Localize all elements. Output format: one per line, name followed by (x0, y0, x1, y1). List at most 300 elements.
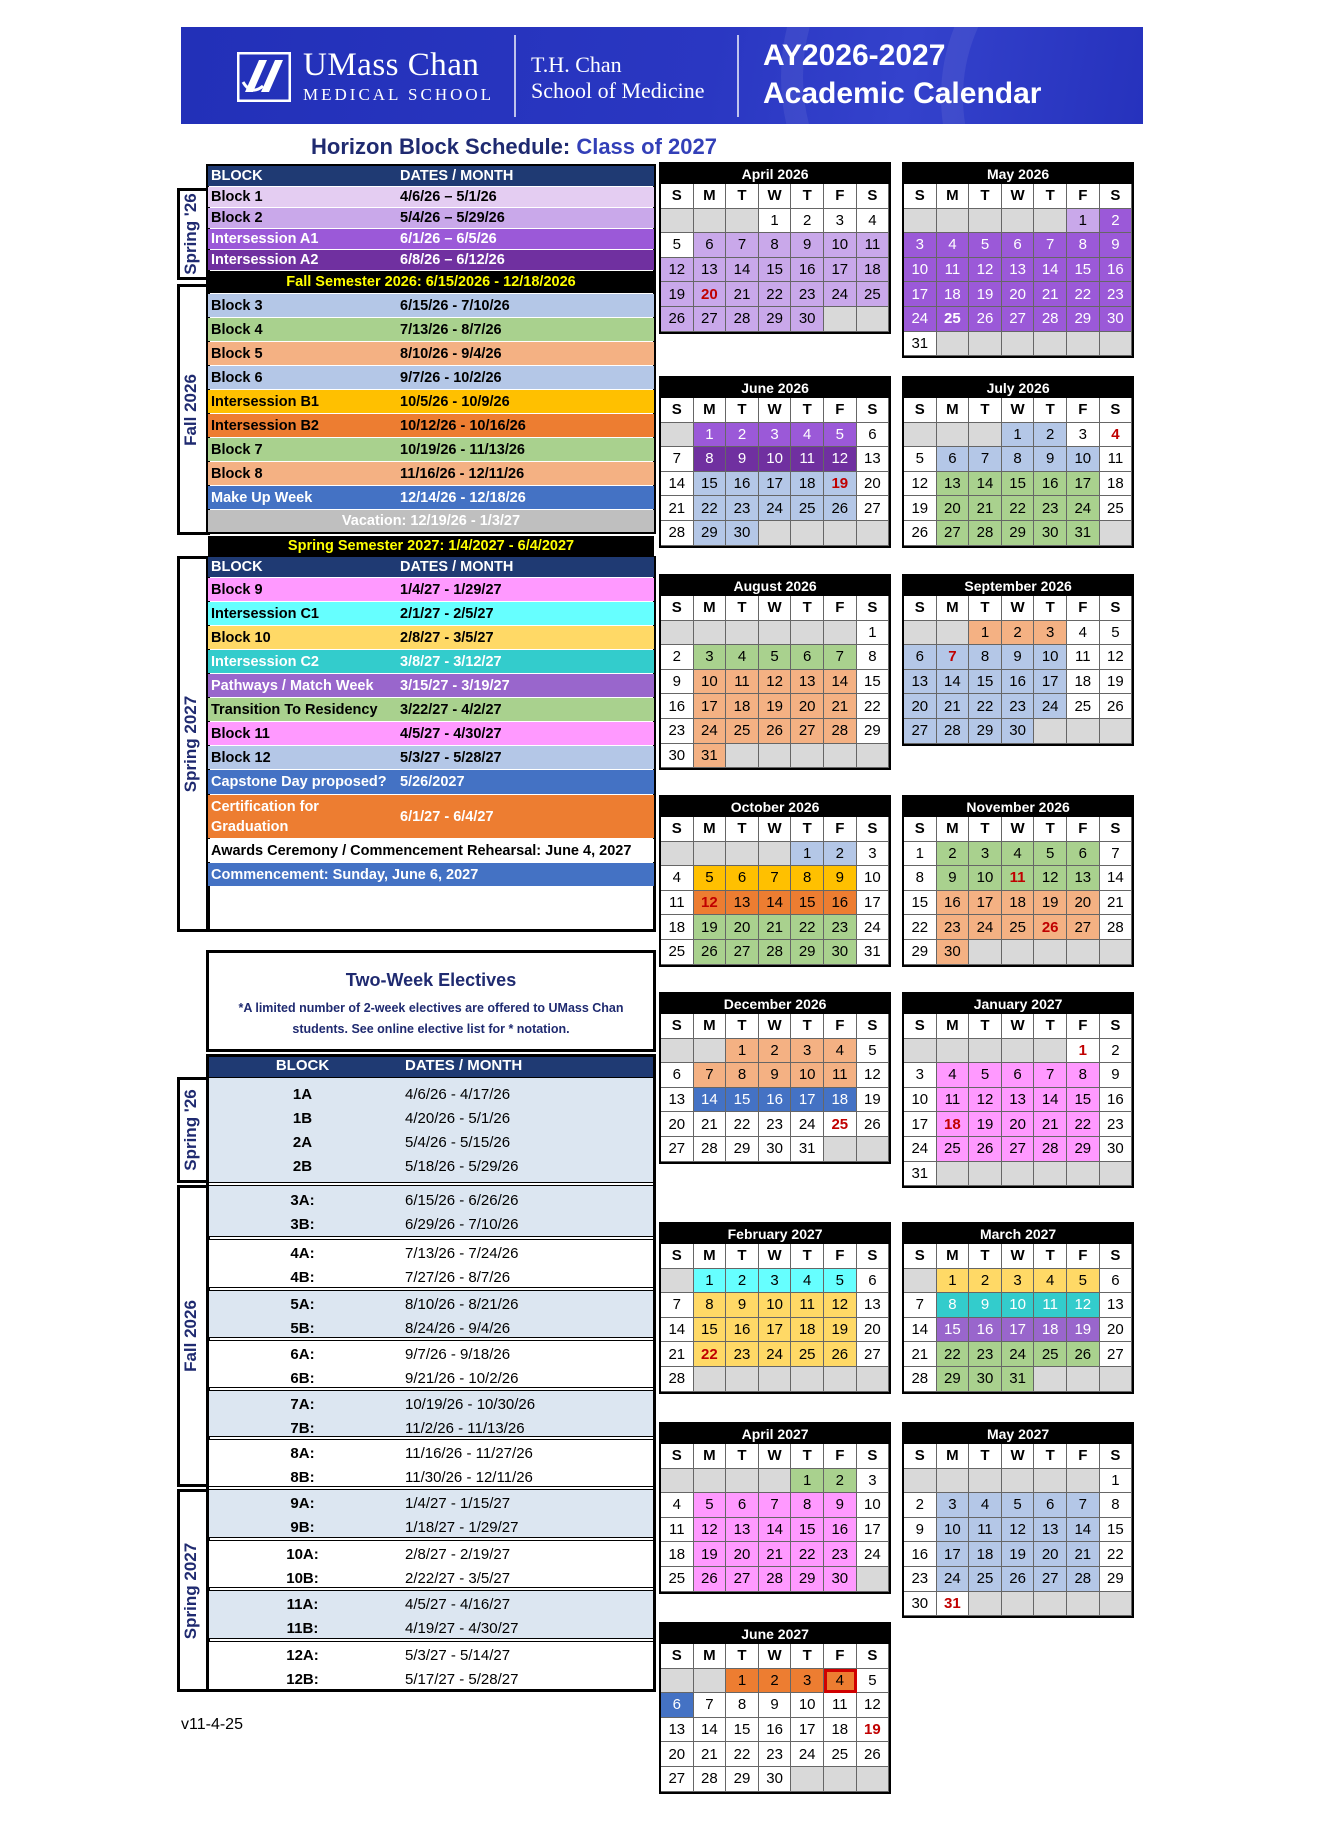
day-cell: 9 (791, 233, 824, 258)
day-cell: 27 (661, 1137, 694, 1162)
empty-day-cell (1067, 1592, 1100, 1617)
empty-day-cell (759, 744, 792, 769)
weekday-header: M (937, 1014, 970, 1039)
day-cell: 28 (759, 1567, 792, 1592)
day-cell: 19 (857, 1718, 890, 1743)
day-cell: 27 (1002, 307, 1035, 332)
day-cell: 12 (904, 472, 937, 497)
day-cell: 21 (937, 694, 970, 719)
day-cell: 23 (791, 282, 824, 307)
elective-block: 1B (292, 1109, 313, 1127)
block-row (208, 770, 654, 794)
empty-day-cell (857, 521, 890, 546)
day-cell: 5 (857, 1039, 890, 1064)
day-cell: 12 (759, 670, 792, 695)
day-cell: 4 (791, 1269, 824, 1294)
empty-day-cell (694, 1367, 727, 1392)
block-row (208, 536, 654, 556)
empty-day-cell (824, 744, 857, 769)
empty-day-cell (1100, 719, 1133, 744)
day-cell: 26 (1100, 694, 1133, 719)
day-cell: 14 (1034, 1088, 1067, 1113)
weekday-header: W (1002, 817, 1035, 842)
weekday-header: T (969, 1014, 1002, 1039)
day-cell: 24 (791, 1112, 824, 1137)
day-cell: 27 (1067, 915, 1100, 940)
weekday-header: F (824, 1644, 857, 1669)
day-cell: 19 (1067, 1318, 1100, 1343)
weekday-header: S (1100, 398, 1133, 423)
day-cell: 22 (791, 915, 824, 940)
day-cell: 20 (726, 1542, 759, 1567)
block-dates: 3/8/27 - 3/12/27 (400, 653, 502, 670)
elective-dates: 1/4/27 - 1/15/27 (405, 1494, 511, 1512)
day-cell: 23 (759, 1112, 792, 1137)
elective-dates: 2/8/27 - 2/19/27 (405, 1545, 511, 1563)
day-cell: 16 (661, 694, 694, 719)
month-calendar (902, 162, 1134, 358)
block-name: Block 9 (211, 581, 263, 598)
block-row (208, 795, 654, 838)
elective-dates: 9/21/26 - 10/2/26 (405, 1369, 519, 1387)
day-cell: 29 (1067, 307, 1100, 332)
elective-dates: 4/20/26 - 5/1/26 (405, 1109, 511, 1127)
empty-day-cell (969, 1592, 1002, 1617)
empty-day-cell (759, 1469, 792, 1494)
day-cell: 18 (824, 1718, 857, 1743)
day-cell: 2 (937, 842, 970, 867)
month-calendar (659, 1622, 891, 1794)
empty-day-cell (969, 332, 1002, 357)
day-cell: 30 (726, 521, 759, 546)
weekday-header: W (759, 596, 792, 621)
day-cell: 19 (694, 1542, 727, 1567)
day-cell: 27 (726, 1567, 759, 1592)
day-cell: 18 (937, 1112, 970, 1137)
day-cell: 1 (694, 423, 727, 448)
block-name: Block 11 (211, 725, 270, 742)
day-cell: 3 (1034, 621, 1067, 646)
weekday-header: S (904, 596, 937, 621)
day-cell: 2 (824, 1469, 857, 1494)
day-cell: 1 (791, 1469, 824, 1494)
day-cell: 19 (661, 282, 694, 307)
day-cell: 25 (661, 1567, 694, 1592)
block-dates: 4/6/26 – 5/1/26 (400, 189, 497, 205)
day-cell: 7 (937, 645, 970, 670)
day-cell: 28 (726, 307, 759, 332)
elective-block: 11B: (286, 1619, 319, 1637)
empty-day-cell (969, 423, 1002, 448)
empty-day-cell (1067, 1162, 1100, 1187)
day-cell: 13 (1034, 1518, 1067, 1543)
day-cell: 9 (824, 1493, 857, 1518)
weekday-header: S (904, 1444, 937, 1469)
day-cell: 19 (969, 282, 1002, 307)
day-cell: 3 (1067, 423, 1100, 448)
day-cell: 5 (661, 233, 694, 258)
day-cell: 6 (937, 447, 970, 472)
elective-block: 4A: (290, 1244, 315, 1262)
weekday-header: T (791, 1644, 824, 1669)
empty-day-cell (824, 307, 857, 332)
empty-day-cell (937, 1162, 970, 1187)
day-cell: 25 (791, 496, 824, 521)
elective-dates: 6/29/26 - 7/10/26 (405, 1215, 519, 1233)
weekday-header: S (661, 1014, 694, 1039)
day-cell: 20 (661, 1742, 694, 1767)
day-cell: 9 (759, 1063, 792, 1088)
elective-dates: 8/10/26 - 8/21/26 (405, 1295, 519, 1313)
school-name-line-1: T.H. Chan (531, 52, 622, 77)
block-row (208, 366, 654, 389)
elective-block: 12B: (286, 1670, 319, 1688)
day-cell: 25 (1100, 496, 1133, 521)
weekday-header: S (857, 184, 890, 209)
day-cell: 3 (969, 842, 1002, 867)
weekday-header: F (824, 184, 857, 209)
month-calendar (659, 574, 891, 770)
empty-day-cell (1034, 1592, 1067, 1617)
electives-note: students. See online elective list for * notation. (292, 1022, 570, 1036)
weekday-header: F (1067, 596, 1100, 621)
day-cell: 26 (1067, 1342, 1100, 1367)
day-cell: 14 (661, 1318, 694, 1343)
empty-day-cell (1034, 1162, 1067, 1187)
empty-day-cell (904, 423, 937, 448)
elective-dates: 6/15/26 - 6/26/26 (405, 1191, 519, 1209)
day-cell: 29 (937, 1367, 970, 1392)
day-cell: 23 (759, 1742, 792, 1767)
weekday-header: W (1002, 398, 1035, 423)
day-cell: 30 (969, 1367, 1002, 1392)
block-row (208, 602, 654, 625)
month-title: October 2026 (661, 797, 889, 817)
empty-day-cell (1067, 1469, 1100, 1494)
weekday-header: T (969, 398, 1002, 423)
empty-day-cell (1100, 1162, 1133, 1187)
weekday-header: M (937, 1444, 970, 1469)
day-cell: 14 (1100, 866, 1133, 891)
day-cell: 19 (1002, 1542, 1035, 1567)
day-cell: 21 (694, 1112, 727, 1137)
day-cell: 5 (694, 1493, 727, 1518)
empty-day-cell (759, 521, 792, 546)
block-name: Block 7 (211, 441, 263, 458)
day-cell: 11 (1100, 447, 1133, 472)
weekday-header: F (824, 817, 857, 842)
month-title: April 2026 (661, 164, 889, 184)
block-row (208, 578, 654, 601)
section-label: Fall 2026 (181, 1300, 201, 1372)
weekday-header: S (857, 1244, 890, 1269)
empty-day-cell (726, 1367, 759, 1392)
day-cell: 26 (694, 940, 727, 965)
day-cell: 25 (661, 940, 694, 965)
day-cell: 6 (661, 1693, 694, 1718)
block-dates: 12/14/26 - 12/18/26 (400, 489, 526, 506)
day-cell: 3 (904, 1063, 937, 1088)
block-dates: 10/19/26 - 11/13/26 (400, 441, 525, 458)
empty-day-cell (726, 842, 759, 867)
weekday-header: W (1002, 596, 1035, 621)
weekday-header: T (791, 398, 824, 423)
day-cell: 29 (694, 521, 727, 546)
day-cell: 26 (857, 1112, 890, 1137)
day-cell: 28 (1034, 1137, 1067, 1162)
header-banner (181, 27, 1143, 124)
day-cell: 12 (1100, 645, 1133, 670)
day-cell: 21 (759, 1542, 792, 1567)
day-cell: 12 (824, 1293, 857, 1318)
day-cell: 27 (904, 719, 937, 744)
day-cell: 12 (969, 258, 1002, 283)
weekday-header: T (1034, 817, 1067, 842)
month-calendar (902, 795, 1134, 967)
day-cell: 7 (1067, 1493, 1100, 1518)
day-cell: 12 (824, 447, 857, 472)
weekday-header: S (661, 1244, 694, 1269)
day-cell: 4 (824, 1669, 857, 1694)
block-dates: 6/15/26 - 7/10/26 (400, 297, 510, 314)
day-cell: 14 (1034, 258, 1067, 283)
day-cell: 15 (694, 1318, 727, 1343)
empty-day-cell (661, 842, 694, 867)
day-cell: 31 (857, 940, 890, 965)
day-cell: 30 (1100, 307, 1133, 332)
block-row (208, 510, 654, 532)
day-cell: 26 (694, 1567, 727, 1592)
block-dates: 6/1/26 – 6/5/26 (400, 231, 497, 247)
day-cell: 25 (1067, 694, 1100, 719)
day-cell: 2 (759, 1669, 792, 1694)
electives-table-frame (206, 1054, 656, 1692)
weekday-header: T (791, 1244, 824, 1269)
section-label: Spring 2027 (181, 1542, 200, 1639)
day-cell: 16 (824, 1518, 857, 1543)
weekday-header: W (759, 184, 792, 209)
day-cell: 11 (661, 891, 694, 916)
day-cell: 7 (1034, 233, 1067, 258)
weekday-header: S (904, 1014, 937, 1039)
month-title: August 2026 (661, 576, 889, 596)
day-cell: 31 (694, 744, 727, 769)
day-cell: 18 (824, 1088, 857, 1113)
block-dates: 5/3/27 - 5/28/27 (400, 749, 502, 766)
day-cell: 17 (759, 1318, 792, 1343)
day-cell: 18 (791, 1318, 824, 1343)
month-title: November 2026 (904, 797, 1132, 817)
empty-day-cell (824, 1767, 857, 1792)
block-row (208, 863, 654, 886)
day-cell: 15 (969, 670, 1002, 695)
electives-header-box (206, 950, 656, 1052)
weekday-header: T (791, 1444, 824, 1469)
day-cell: 27 (857, 496, 890, 521)
empty-day-cell (857, 307, 890, 332)
empty-day-cell (661, 1469, 694, 1494)
day-cell: 17 (759, 472, 792, 497)
day-cell: 11 (791, 1293, 824, 1318)
weekday-header: M (694, 1014, 727, 1039)
day-cell: 25 (969, 1567, 1002, 1592)
weekday-header: M (937, 398, 970, 423)
day-cell: 4 (1034, 1269, 1067, 1294)
weekday-header: F (1067, 184, 1100, 209)
day-cell: 18 (791, 472, 824, 497)
month-calendar (659, 376, 891, 548)
day-cell: 5 (1100, 621, 1133, 646)
elective-dates: 10/19/26 - 10/30/26 (405, 1395, 536, 1413)
day-cell: 22 (694, 496, 727, 521)
day-cell: 8 (857, 645, 890, 670)
section-label: Spring 2027 (181, 695, 200, 793)
day-cell: 5 (969, 1063, 1002, 1088)
day-cell: 16 (969, 1318, 1002, 1343)
block-name: Block 6 (211, 369, 263, 386)
day-cell: 27 (694, 307, 727, 332)
day-cell: 29 (904, 940, 937, 965)
day-cell: 27 (1034, 1567, 1067, 1592)
block-name: Pathways / Match Week (211, 677, 374, 694)
empty-day-cell (1002, 1469, 1035, 1494)
day-cell: 29 (969, 719, 1002, 744)
elective-block: 2B (292, 1157, 313, 1175)
day-cell: 24 (904, 1137, 937, 1162)
block-row-banner: Vacation: 12/19/26 - 1/3/27 (341, 513, 521, 529)
day-cell: 24 (904, 307, 937, 332)
weekday-header: T (726, 184, 759, 209)
day-cell: 18 (937, 282, 970, 307)
month-calendar (902, 376, 1134, 548)
day-cell: 30 (791, 307, 824, 332)
banner-divider (737, 35, 739, 117)
day-cell: 8 (1067, 1063, 1100, 1088)
day-cell: 10 (759, 1293, 792, 1318)
day-cell: 1 (1100, 1469, 1133, 1494)
day-cell: 24 (759, 496, 792, 521)
day-cell: 28 (1067, 1567, 1100, 1592)
month-calendar (902, 574, 1134, 746)
day-cell: 30 (1034, 521, 1067, 546)
day-cell: 13 (857, 447, 890, 472)
day-cell: 22 (791, 1542, 824, 1567)
day-cell: 23 (969, 1342, 1002, 1367)
day-cell: 15 (759, 258, 792, 283)
day-cell: 8 (969, 645, 1002, 670)
day-cell: 23 (726, 1342, 759, 1367)
block-dates: DATES / MONTH (400, 559, 514, 575)
month-title: May 2027 (904, 1424, 1132, 1444)
weekday-header: M (694, 1644, 727, 1669)
day-cell: 23 (824, 915, 857, 940)
day-cell: 9 (726, 1293, 759, 1318)
block-name: Transition To Residency (211, 701, 378, 718)
elective-block: 6B: (290, 1369, 315, 1387)
day-cell: 30 (759, 1137, 792, 1162)
day-cell: 2 (969, 1269, 1002, 1294)
weekday-header: S (1100, 817, 1133, 842)
weekday-header: T (791, 596, 824, 621)
block-row (208, 486, 654, 509)
section-label: Spring '26 (181, 1089, 201, 1171)
day-cell: 2 (904, 1493, 937, 1518)
day-cell: 16 (824, 891, 857, 916)
day-cell: 3 (694, 645, 727, 670)
day-cell: 30 (937, 940, 970, 965)
day-cell: 14 (824, 670, 857, 695)
day-cell: 10 (904, 1088, 937, 1113)
day-cell: 6 (694, 233, 727, 258)
empty-day-cell (661, 209, 694, 234)
day-cell: 1 (694, 1269, 727, 1294)
empty-day-cell (904, 1039, 937, 1064)
empty-day-cell (661, 1669, 694, 1694)
elective-dates: 11/30/26 - 12/11/26 (405, 1468, 533, 1486)
weekday-header: S (904, 1244, 937, 1269)
block-row-label: Commencement: Sunday, June 6, 2027 (211, 866, 479, 883)
day-cell: 24 (969, 915, 1002, 940)
empty-day-cell (1100, 940, 1133, 965)
day-cell: 11 (1002, 866, 1035, 891)
day-cell: 27 (661, 1767, 694, 1792)
day-cell: 24 (857, 1542, 890, 1567)
empty-day-cell (969, 209, 1002, 234)
day-cell: 25 (726, 719, 759, 744)
weekday-header: T (969, 184, 1002, 209)
day-cell: 5 (904, 447, 937, 472)
day-cell: 10 (1034, 645, 1067, 670)
day-cell: 2 (1002, 621, 1035, 646)
day-cell: 17 (857, 891, 890, 916)
weekday-header: W (759, 1014, 792, 1039)
day-cell: 16 (937, 891, 970, 916)
block-row (208, 294, 654, 317)
block-dates: 7/13/26 - 8/7/26 (400, 321, 502, 338)
day-cell: 7 (1100, 842, 1133, 867)
block-row (208, 650, 654, 673)
day-cell: 2 (791, 209, 824, 234)
day-cell: 6 (1034, 1493, 1067, 1518)
block-name: Make Up Week (211, 489, 313, 506)
day-cell: 15 (1067, 1088, 1100, 1113)
day-cell: 21 (661, 1342, 694, 1367)
weekday-header: M (694, 398, 727, 423)
day-cell: 7 (726, 233, 759, 258)
weekday-header: T (726, 817, 759, 842)
empty-day-cell (726, 209, 759, 234)
day-cell: 17 (791, 1088, 824, 1113)
day-cell: 20 (791, 694, 824, 719)
empty-day-cell (1100, 521, 1133, 546)
elective-block: 8A: (290, 1444, 315, 1462)
day-cell: 6 (1100, 1269, 1133, 1294)
weekday-header: S (857, 1444, 890, 1469)
day-cell: 26 (857, 1742, 890, 1767)
umass-logo-icon (237, 52, 291, 102)
block-row (208, 557, 654, 577)
weekday-header: T (791, 817, 824, 842)
day-cell: 8 (791, 866, 824, 891)
weekday-header: M (694, 1444, 727, 1469)
weekday-header: T (1034, 596, 1067, 621)
day-cell: 22 (937, 1342, 970, 1367)
day-cell: 3 (857, 842, 890, 867)
weekday-header: F (1067, 1244, 1100, 1269)
block-name: Intersession B2 (211, 417, 319, 434)
day-cell: 9 (1100, 233, 1133, 258)
day-cell: 22 (726, 1112, 759, 1137)
